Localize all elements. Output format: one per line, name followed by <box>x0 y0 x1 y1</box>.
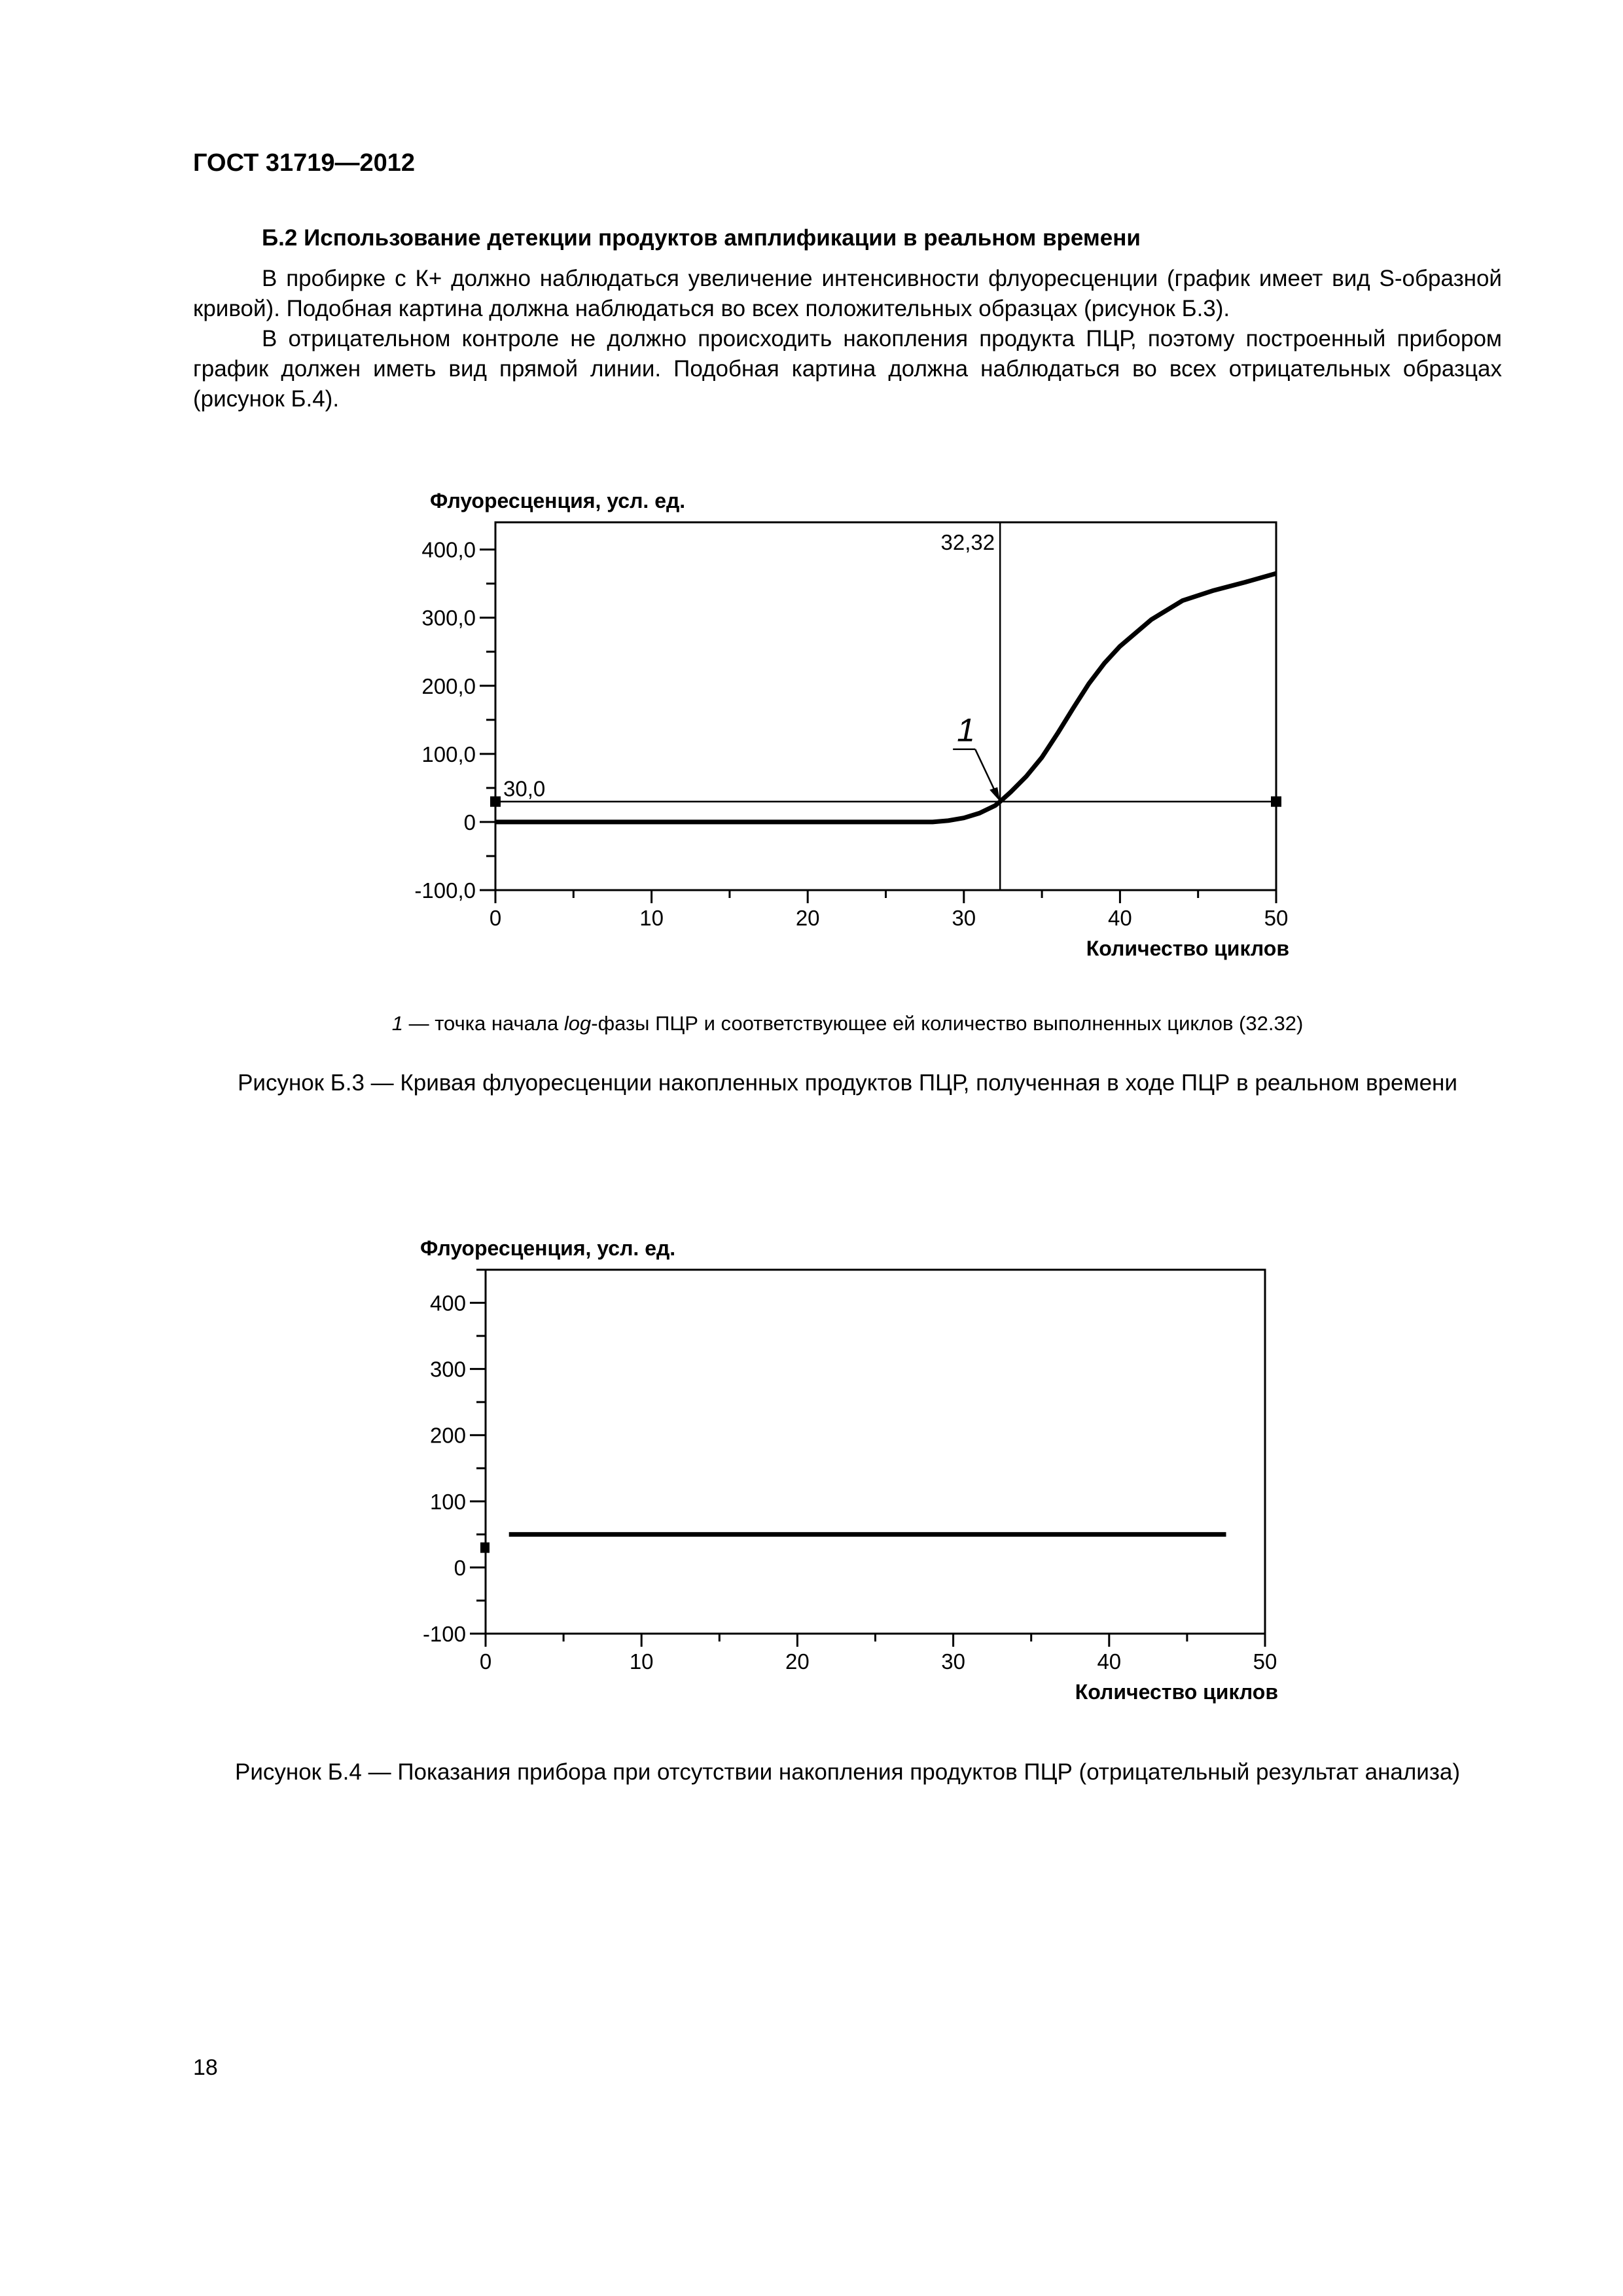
y-tick-label: 400,0 <box>421 537 476 562</box>
x-tick-label: 30 <box>952 906 976 930</box>
y-tick-label: 200 <box>429 1423 466 1448</box>
y-axis-label: Флуоресценция, усл. ед. <box>420 1236 676 1260</box>
plot-frame <box>486 1270 1265 1634</box>
x-tick-label: 40 <box>1097 1649 1122 1674</box>
cycle-threshold-label: 32,32 <box>940 530 995 554</box>
x-tick-label: 10 <box>629 1649 654 1674</box>
figure-b3-caption: Рисунок Б.3 — Кривая флуоресценции накопленных продуктов ПЦР, полученная в ходе ПЦР в реальном времени <box>238 1070 1457 1096</box>
note-text-2: -фазы ПЦР и соответствующее ей количество выполненных циклов (32.32) <box>591 1012 1304 1035</box>
y-tick-label: 200,0 <box>421 673 476 698</box>
y-axis-label: Флуоресценция, усл. ед. <box>430 489 686 512</box>
document-header: ГОСТ 31719—2012 <box>193 149 416 177</box>
y-tick-label: -100 <box>422 1622 466 1646</box>
paragraph-positive-control: В пробирке с К+ должно наблюдаться увеличение интенсивности флуоресценции (график имеет вид S-образной кривой). Подобная картина должна наблюдаться во всех положительных образцах (рисунок Б.3). <box>193 266 1502 321</box>
note-log: log <box>563 1012 592 1035</box>
note-text-1: — точка начала <box>402 1012 564 1035</box>
section-heading: Б.2 Использование детекции продуктов амплификации в реальном времени <box>262 225 1141 251</box>
x-tick-label: 40 <box>1108 906 1132 930</box>
x-axis-label: Количество циклов <box>1086 937 1289 960</box>
note-number: 1 <box>391 1012 403 1035</box>
x-tick-label: 0 <box>489 906 502 930</box>
x-tick-label: 20 <box>795 906 820 930</box>
x-axis-label: Количество циклов <box>1075 1680 1278 1704</box>
figure-b4-caption: Рисунок Б.4 — Показания прибора при отсутствии накопления продуктов ПЦР (отрицательный результат анализа) <box>234 1759 1461 1785</box>
x-tick-label: 50 <box>1253 1649 1277 1674</box>
y-tick-label: 0 <box>454 1555 466 1580</box>
annotation-label: 1 <box>957 711 975 749</box>
y-tick-label: 100 <box>429 1489 466 1514</box>
y-tick-label: -100,0 <box>414 878 476 903</box>
x-tick-label: 50 <box>1264 906 1289 930</box>
y-tick-label: 300,0 <box>421 605 476 630</box>
baseline-marker <box>480 1543 490 1553</box>
paragraph-negative-control: В отрицательном контроле не должно происходить накопления продукта ПЦР, поэтому построенный прибором график должен иметь вид прямой линии. Подобная картина должна наблюдаться во всех отрицательных образцах (рисунок Б.4). <box>193 326 1502 412</box>
x-tick-label: 10 <box>639 906 664 930</box>
y-tick-label: 100,0 <box>421 742 476 766</box>
y-tick-label: 0 <box>463 810 476 834</box>
page-number: 18 <box>193 2055 218 2080</box>
x-tick-label: 20 <box>785 1649 810 1674</box>
y-tick-label: 300 <box>429 1357 466 1382</box>
y-tick-label: 400 <box>429 1291 466 1316</box>
x-tick-label: 30 <box>941 1649 965 1674</box>
threshold-label: 30,0 <box>503 776 546 801</box>
x-tick-label: 0 <box>479 1649 492 1674</box>
